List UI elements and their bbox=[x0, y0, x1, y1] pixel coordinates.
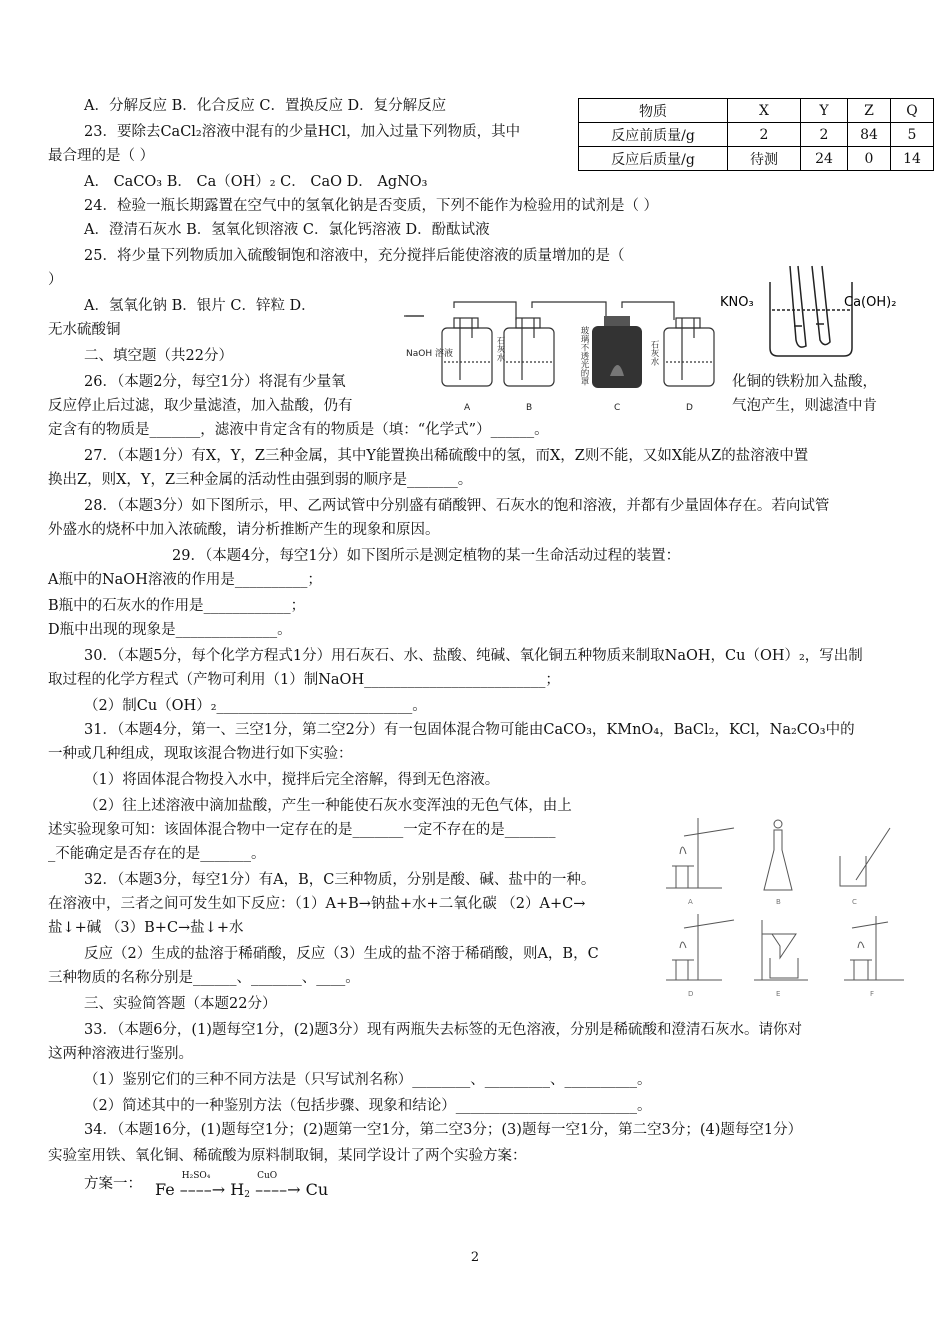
q26-e: 定含有的物质是_______，滤液中肯定含有的物质是（填：“化学式”）______。 bbox=[48, 422, 549, 438]
table-cell: 24 bbox=[801, 147, 848, 171]
q25-stem: 25．将少量下列物质加入硫酸铜饱和溶液中，充分搅拌后能使溶液的质量增加的是（ bbox=[84, 248, 625, 264]
scheme1-label: 方案一： bbox=[84, 1176, 142, 1192]
q34-a: 34．（本题16分，(1)题每空1分；(2)题第一空1分，第二空3分；(3)题每一空1分，第二空3分；(4)题每空1分） bbox=[84, 1122, 803, 1138]
arrow-h2so4: H₂SO₄ ––––→ bbox=[179, 1171, 226, 1199]
q31-e: 述实验现象可知：该固体混合物中一定存在的是_______一定不存在的是_______ bbox=[48, 822, 556, 838]
fig-letter: E bbox=[776, 990, 781, 998]
beaker-figure-q28 bbox=[716, 262, 906, 362]
table-cell: 反应前质量/g bbox=[579, 123, 728, 147]
fig-letter: B bbox=[776, 898, 781, 906]
c-label: 玻璃不透光的罩 bbox=[579, 326, 589, 386]
scheme1-equation bbox=[155, 1171, 329, 1200]
table-header-row bbox=[579, 99, 934, 123]
letter-c: C bbox=[614, 403, 621, 413]
q34-b: 实验室用铁、氧化铜、稀硫酸为原料制取铜，某同学设计了两个实验方案： bbox=[48, 1148, 527, 1164]
q33-d: （2）简述其中的一种鉴别方法（包括步骤、现象和结论）_________________________。 bbox=[84, 1098, 652, 1114]
table-cell: 2 bbox=[728, 123, 801, 147]
h2-h: H bbox=[230, 1180, 245, 1199]
q31-d: （2）往上述溶液中滴加盐酸，产生一种能使石灰水变浑浊的无色气体，由上 bbox=[84, 798, 572, 814]
q32-e: 三种物质的名称分别是______、_______、____。 bbox=[48, 970, 360, 986]
h2-formula bbox=[230, 1180, 250, 1199]
q30-b: 取过程的化学方程式（产物可利用（1）制NaOH_________________________； bbox=[48, 672, 560, 688]
table-cell: Y bbox=[801, 99, 848, 123]
q28-b: 外盛水的烧杯中加入浓硫酸，请分析推断产生的现象和原因。 bbox=[48, 522, 440, 538]
section-2-title: 二、填空题（共22分） bbox=[84, 348, 233, 364]
fig-letter: A bbox=[688, 898, 693, 906]
reagent-h2so4: H₂SO₄ bbox=[181, 1171, 211, 1181]
b-label: 石灰水 bbox=[495, 336, 505, 362]
q26-c: 反应停止后过滤，取少量滤渣，加入盐酸，仍有 bbox=[48, 398, 353, 414]
kno3-label: KNO₃ bbox=[720, 295, 754, 310]
q32-d: 反应（2）生成的盐溶于稀硝酸，反应（3）生成的盐不溶于稀硝酸，则A，B，C bbox=[84, 946, 599, 962]
lab-apparatus-figure bbox=[658, 810, 916, 1002]
q33-a: 33．（本题6分，(1)题每空1分，(2)题3分）现有两瓶失去标签的无色溶液，分别是稀硫酸和澄清石灰水。请你对 bbox=[84, 1022, 802, 1038]
q27-a: 27．（本题1分）有X，Y，Z三种金属，其中Y能置换出稀硫酸中的氢，而X，Z则不能，又如X能从Z的盐溶液中置 bbox=[84, 448, 809, 464]
q25-option-d: 无水硫酸铜 bbox=[48, 322, 121, 338]
arrow-cuo: CuO ––––→ bbox=[255, 1171, 301, 1199]
q29-stem: 29．（本题4分，每空1分）如下图所示是测定植物的某一生命活动过程的装置： bbox=[172, 548, 681, 564]
q29-a: A瓶中的NaOH溶液的作用是__________； bbox=[48, 572, 322, 588]
q24-options: A．澄清石灰水 B．氢氧化钡溶液 C．氯化钙溶液 D．酚酞试液 bbox=[84, 222, 490, 238]
q30-c: （2）制Cu（OH）₂___________________________。 bbox=[84, 698, 427, 714]
cu-formula: Cu bbox=[305, 1180, 329, 1199]
table-cell: 0 bbox=[848, 147, 891, 171]
q33-c: （1）鉴别它们的三种不同方法是（只写试剂名称）________、_________、__________。 bbox=[84, 1072, 652, 1088]
q32-a: 32．（本题3分，每空1分）有A，B，C三种物质，分别是酸、碱、盐中的一种。 bbox=[84, 872, 596, 888]
h2-sub: 2 bbox=[244, 1190, 250, 1200]
mass-table bbox=[578, 98, 934, 171]
naoh-label: NaOH 溶液 bbox=[406, 349, 453, 359]
q27-b: 换出Z，则X，Y，Z三种金属的活动性由强到弱的顺序是_______。 bbox=[48, 472, 473, 488]
q31-f: _不能确定是否存在的是_______。 bbox=[48, 846, 266, 862]
q29-b: B瓶中的石灰水的作用是____________； bbox=[48, 598, 306, 614]
letter-a: A bbox=[464, 403, 471, 413]
table-cell: 待测 bbox=[728, 147, 801, 171]
table-cell: 物质 bbox=[579, 99, 728, 123]
q31-c: （1）将固体混合物投入水中，搅拌后完全溶解，得到无色溶液。 bbox=[84, 772, 500, 788]
page-number: 2 bbox=[470, 1250, 480, 1265]
table-row bbox=[579, 147, 934, 171]
q25-stem-cont: ） bbox=[48, 272, 63, 288]
q25-options: A．氢氧化钠 B．银片 C．锌粒 D． bbox=[84, 298, 316, 314]
q30-a: 30．（本题5分，每个化学方程式1分）用石灰石、水、盐酸、纯碱、氧化铜五种物质来制取NaOH，Cu（OH）₂，写出制 bbox=[84, 648, 863, 664]
q32-b: 在溶液中，三者之间可发生如下反应：（1）A+B→钠盐+水+二氧化碳 （2）A+C→ bbox=[48, 896, 586, 912]
q23-stem-cont: 最合理的是（ ） bbox=[48, 148, 155, 164]
q31-a: 31．（本题4分，第一、三空1分，第二空2分）有一包固体混合物可能由CaCO₃，KMnO₄，BaCl₂，KCl，Na₂CO₃中的 bbox=[84, 722, 855, 738]
section-3-title: 三、实验简答题（本题22分） bbox=[84, 996, 277, 1012]
table-row bbox=[579, 123, 934, 147]
table-cell: 84 bbox=[848, 123, 891, 147]
q23-options: A． CaCO₃ B． Ca（OH）₂ C． CaO D． AgNO₃ bbox=[84, 174, 428, 190]
q28-a: 28．（本题3分）如下图所示，甲、乙两试管中分别盛有硝酸钾、石灰水的饱和溶液，并都有少量固体存在。若向试管 bbox=[84, 498, 830, 514]
apparatus-figure-q29 bbox=[404, 298, 726, 416]
table-cell: 14 bbox=[891, 147, 934, 171]
q33-b: 这两种溶液进行鉴别。 bbox=[48, 1046, 193, 1062]
q31-b: 一种或几种组成，现取该混合物进行如下实验： bbox=[48, 746, 353, 762]
table-cell: Z bbox=[848, 99, 891, 123]
d-label: 石灰水 bbox=[649, 340, 659, 366]
fig-letter: F bbox=[870, 990, 875, 998]
reagent-cuo: CuO bbox=[257, 1171, 278, 1181]
caoh2-label: Ca(OH)₂ bbox=[844, 295, 897, 310]
q23-stem: 23．要除去CaCl₂溶液中混有的少量HCl，加入过量下列物质，其中 bbox=[84, 124, 521, 140]
fig-letter: D bbox=[688, 990, 694, 998]
fig-letter: C bbox=[852, 898, 857, 906]
table-cell: X bbox=[728, 99, 801, 123]
q24-stem: 24．检验一瓶长期露置在空气中的氢氧化钠是否变质，下列不能作为检验用的试剂是（ ） bbox=[84, 198, 659, 214]
q26-a: 26．（本题2分，每空1分）将混有少量氧 bbox=[84, 374, 346, 390]
q26-b: 化铜的铁粉加入盐酸， bbox=[732, 374, 877, 390]
letter-d: D bbox=[686, 403, 693, 413]
q22-options: A．分解反应 B．化合反应 C．置换反应 D．复分解反应 bbox=[84, 98, 447, 114]
table-cell: 2 bbox=[801, 123, 848, 147]
table-cell: 反应后质量/g bbox=[579, 147, 728, 171]
fe-formula: Fe bbox=[155, 1180, 175, 1199]
q32-c: 盐↓+碱 （3）B+C→盐↓+水 bbox=[48, 920, 244, 936]
letter-b: B bbox=[526, 403, 533, 413]
q29-d: D瓶中出现的现象是______________。 bbox=[48, 622, 292, 638]
table-cell: 5 bbox=[891, 123, 934, 147]
table-cell: Q bbox=[891, 99, 934, 123]
q26-d: 气泡产生，则滤渣中肯 bbox=[732, 398, 877, 414]
